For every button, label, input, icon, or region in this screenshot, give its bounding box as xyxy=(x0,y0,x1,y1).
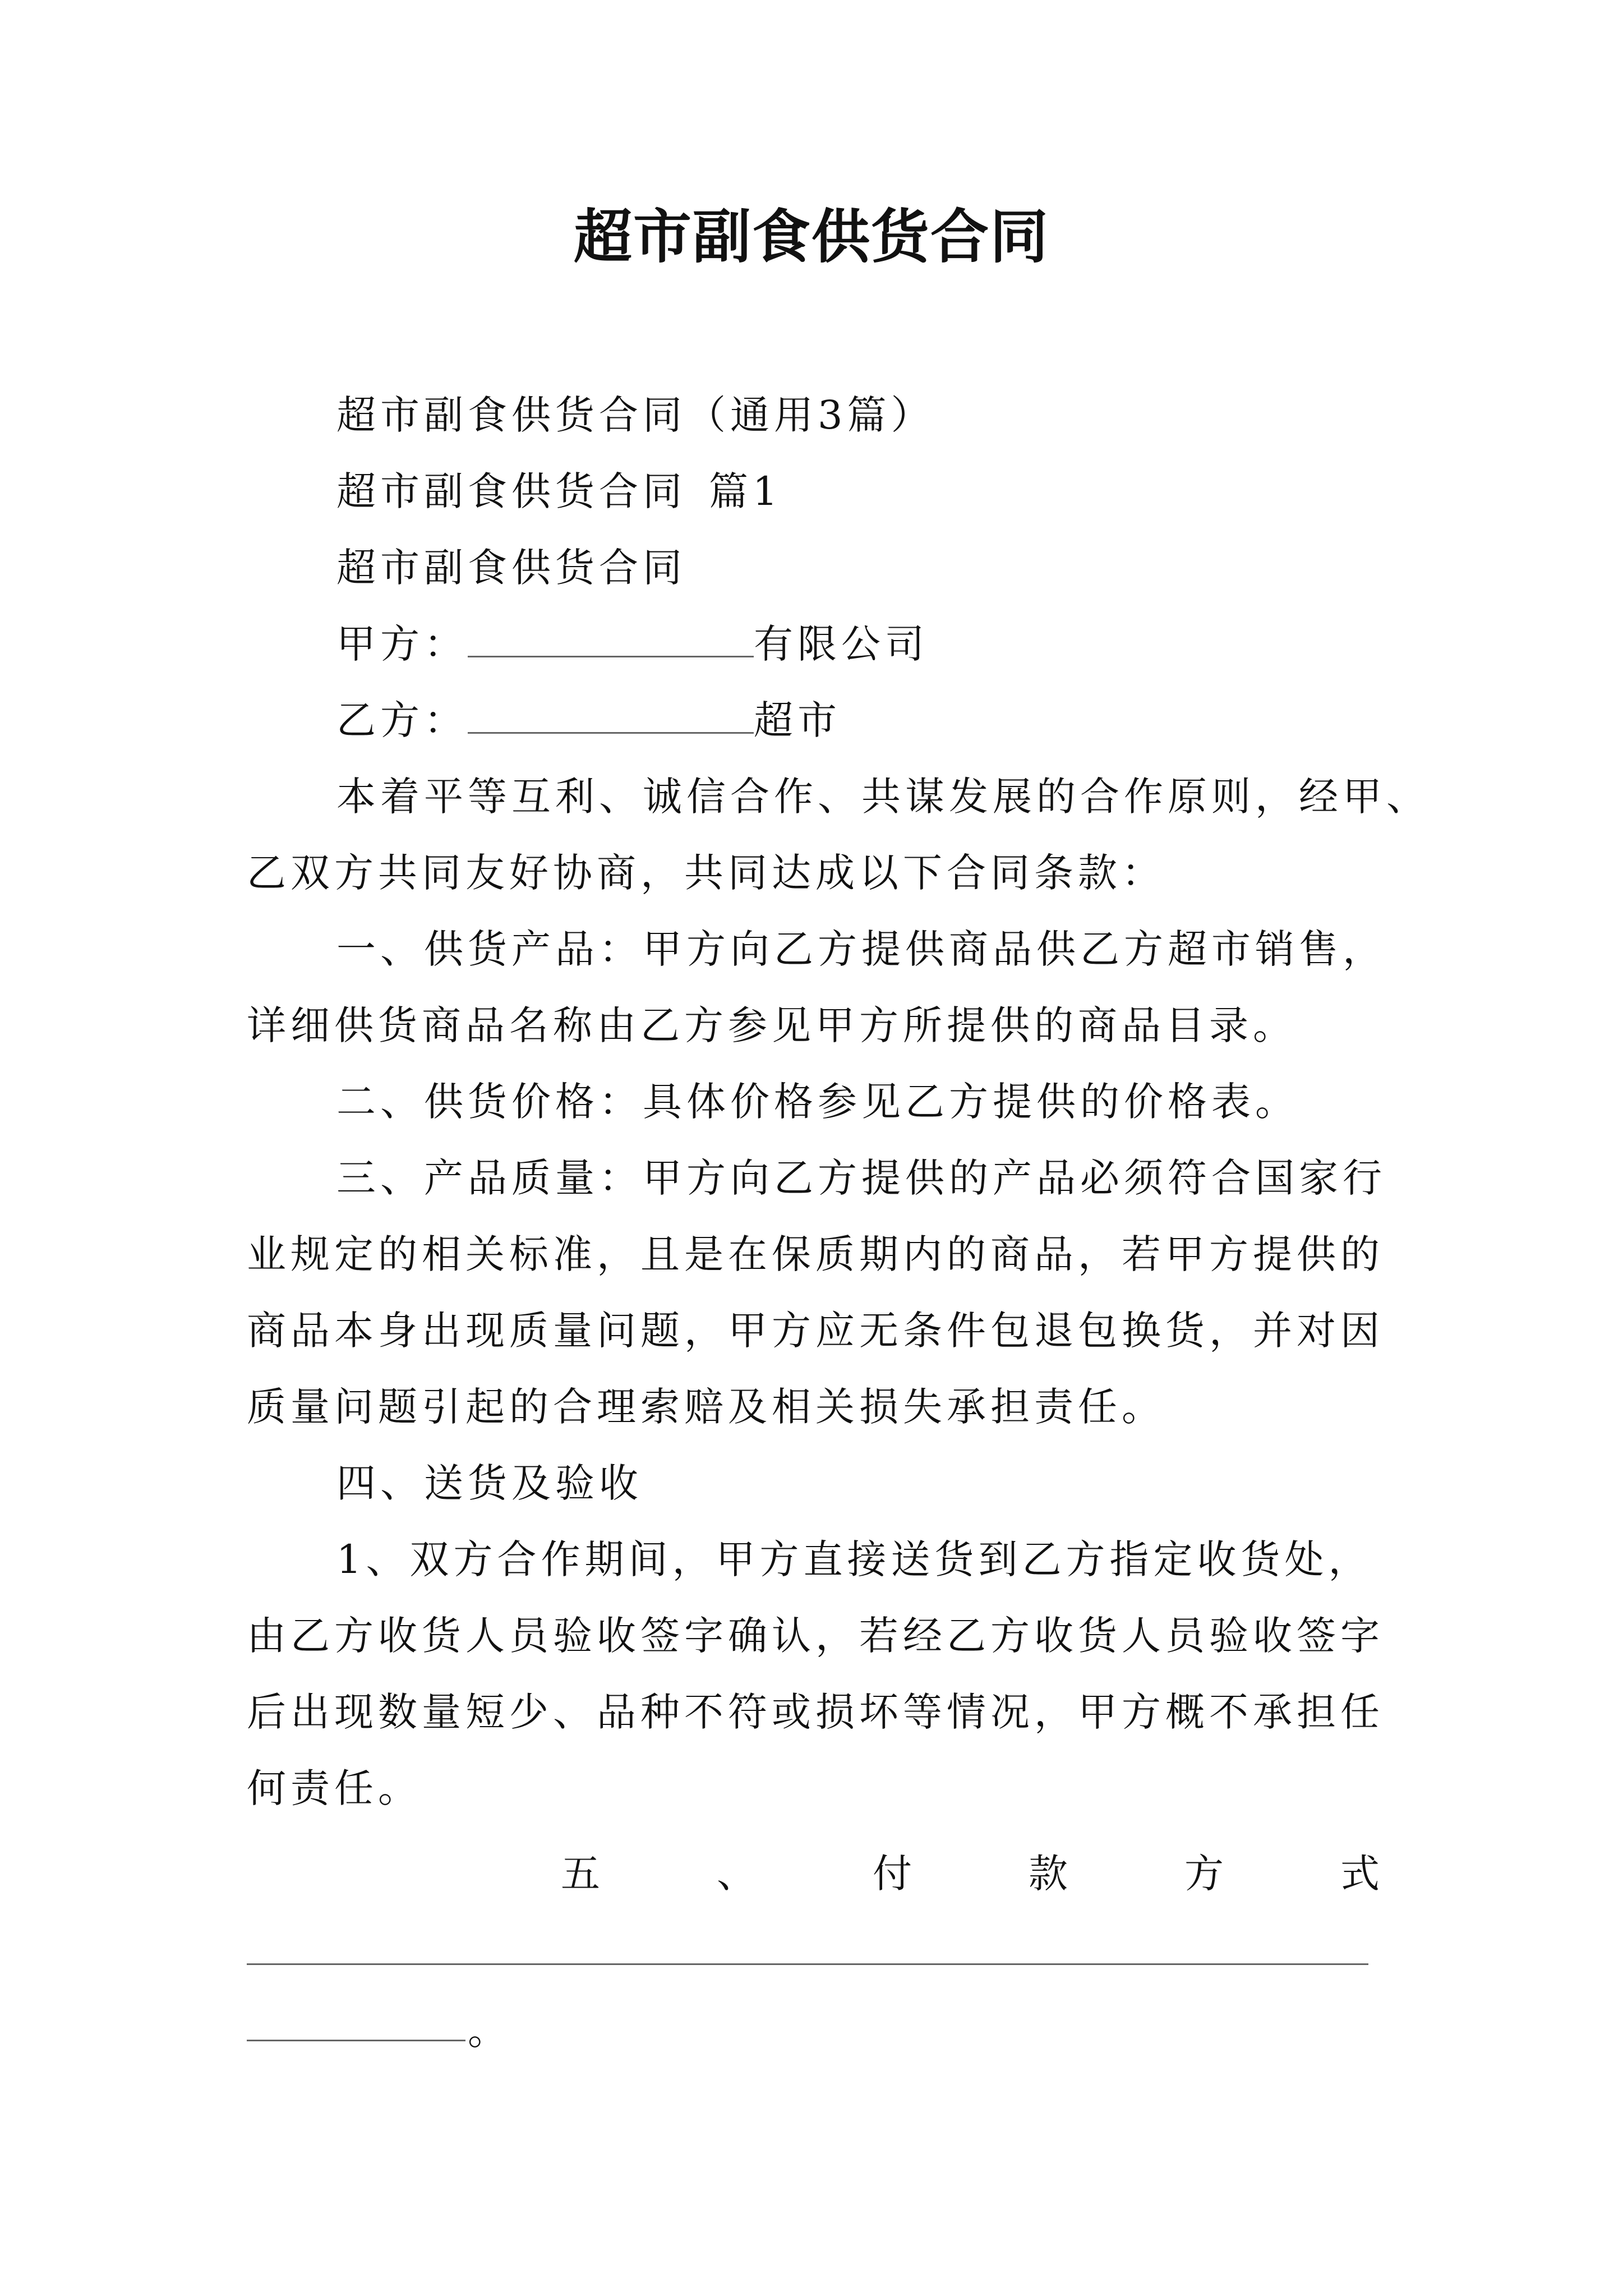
clause-3-line-3: 商品本身出现质量问题，甲方应无条件包退包换货，并对因 xyxy=(247,1308,1384,1354)
party-b-line xyxy=(336,692,1469,748)
clause-3-line-4: 质量问题引起的合理索赔及相关损失承担责任。 xyxy=(247,1384,1165,1430)
subtitle-collection: 超市副食供货合同（通用3篇） xyxy=(336,392,935,438)
clause-1-line-2: 详细供货商品名称由乙方参见甲方所提供的商品目录。 xyxy=(247,1002,1297,1048)
clause-5-char: 五 xyxy=(561,1851,600,1897)
document-title: 超市副食供货合同 xyxy=(573,202,1049,271)
clause-4-1-line-3: 后出现数量短少、品种不符或损坏等情况，甲方概不承担任 xyxy=(247,1689,1384,1735)
clause-1-line-1: 一、供货产品：甲方向乙方提供商品供乙方超市销售， xyxy=(336,926,1386,972)
party-b-label: 乙方： xyxy=(336,697,468,743)
clause-4-1-line-2: 由乙方收货人员验收签字确认，若经乙方收货人员验收签字 xyxy=(247,1613,1384,1659)
clause-5-char: 、 xyxy=(717,1851,756,1897)
clause-5-char: 款 xyxy=(1029,1851,1068,1897)
party-a-line xyxy=(336,616,1469,672)
clause-5-char: 方 xyxy=(1184,1851,1224,1897)
clause-3-line-1: 三、产品质量：甲方向乙方提供的产品必须符合国家行 xyxy=(336,1155,1386,1201)
clause-5-blank-line xyxy=(247,1963,1368,1965)
clause-5-heading xyxy=(561,1846,1380,1902)
clause-3-line-2: 业规定的相关标准，且是在保质期内的商品，若甲方提供的 xyxy=(247,1231,1384,1277)
clause-4-1-line-1: 1、双方合作期间，甲方直接送货到乙方指定收货处， xyxy=(336,1536,1372,1582)
party-b-suffix: 超市 xyxy=(754,697,841,743)
party-b-blank xyxy=(468,693,754,734)
contract-heading: 超市副食供货合同 xyxy=(336,545,686,591)
clause-5-closing: 。 xyxy=(468,2008,511,2054)
preamble-line-2: 乙双方共同友好协商，共同达成以下合同条款： xyxy=(247,850,1165,896)
clause-5-char: 付 xyxy=(873,1851,912,1897)
subtitle-part-1-name: 超市副食供货合同 xyxy=(336,468,686,514)
clause-5-blank-line-short xyxy=(247,2040,465,2041)
clause-2-line-1: 二、供货价格：具体价格参见乙方提供的价格表。 xyxy=(336,1079,1299,1125)
preamble-line-1: 本着平等互利、诚信合作、共谋发展的合作原则，经甲、 xyxy=(336,774,1430,820)
party-a-suffix: 有限公司 xyxy=(754,621,929,667)
subtitle-part-1-number: 篇1 xyxy=(709,468,782,514)
clause-5-char: 式 xyxy=(1340,1851,1380,1897)
subtitle-part-1 xyxy=(336,463,1469,519)
party-a-blank xyxy=(468,616,754,657)
clause-4-heading: 四、送货及验收 xyxy=(336,1460,643,1506)
clause-4-1-line-4: 何责任。 xyxy=(247,1765,422,1811)
party-a-label: 甲方： xyxy=(336,621,468,667)
